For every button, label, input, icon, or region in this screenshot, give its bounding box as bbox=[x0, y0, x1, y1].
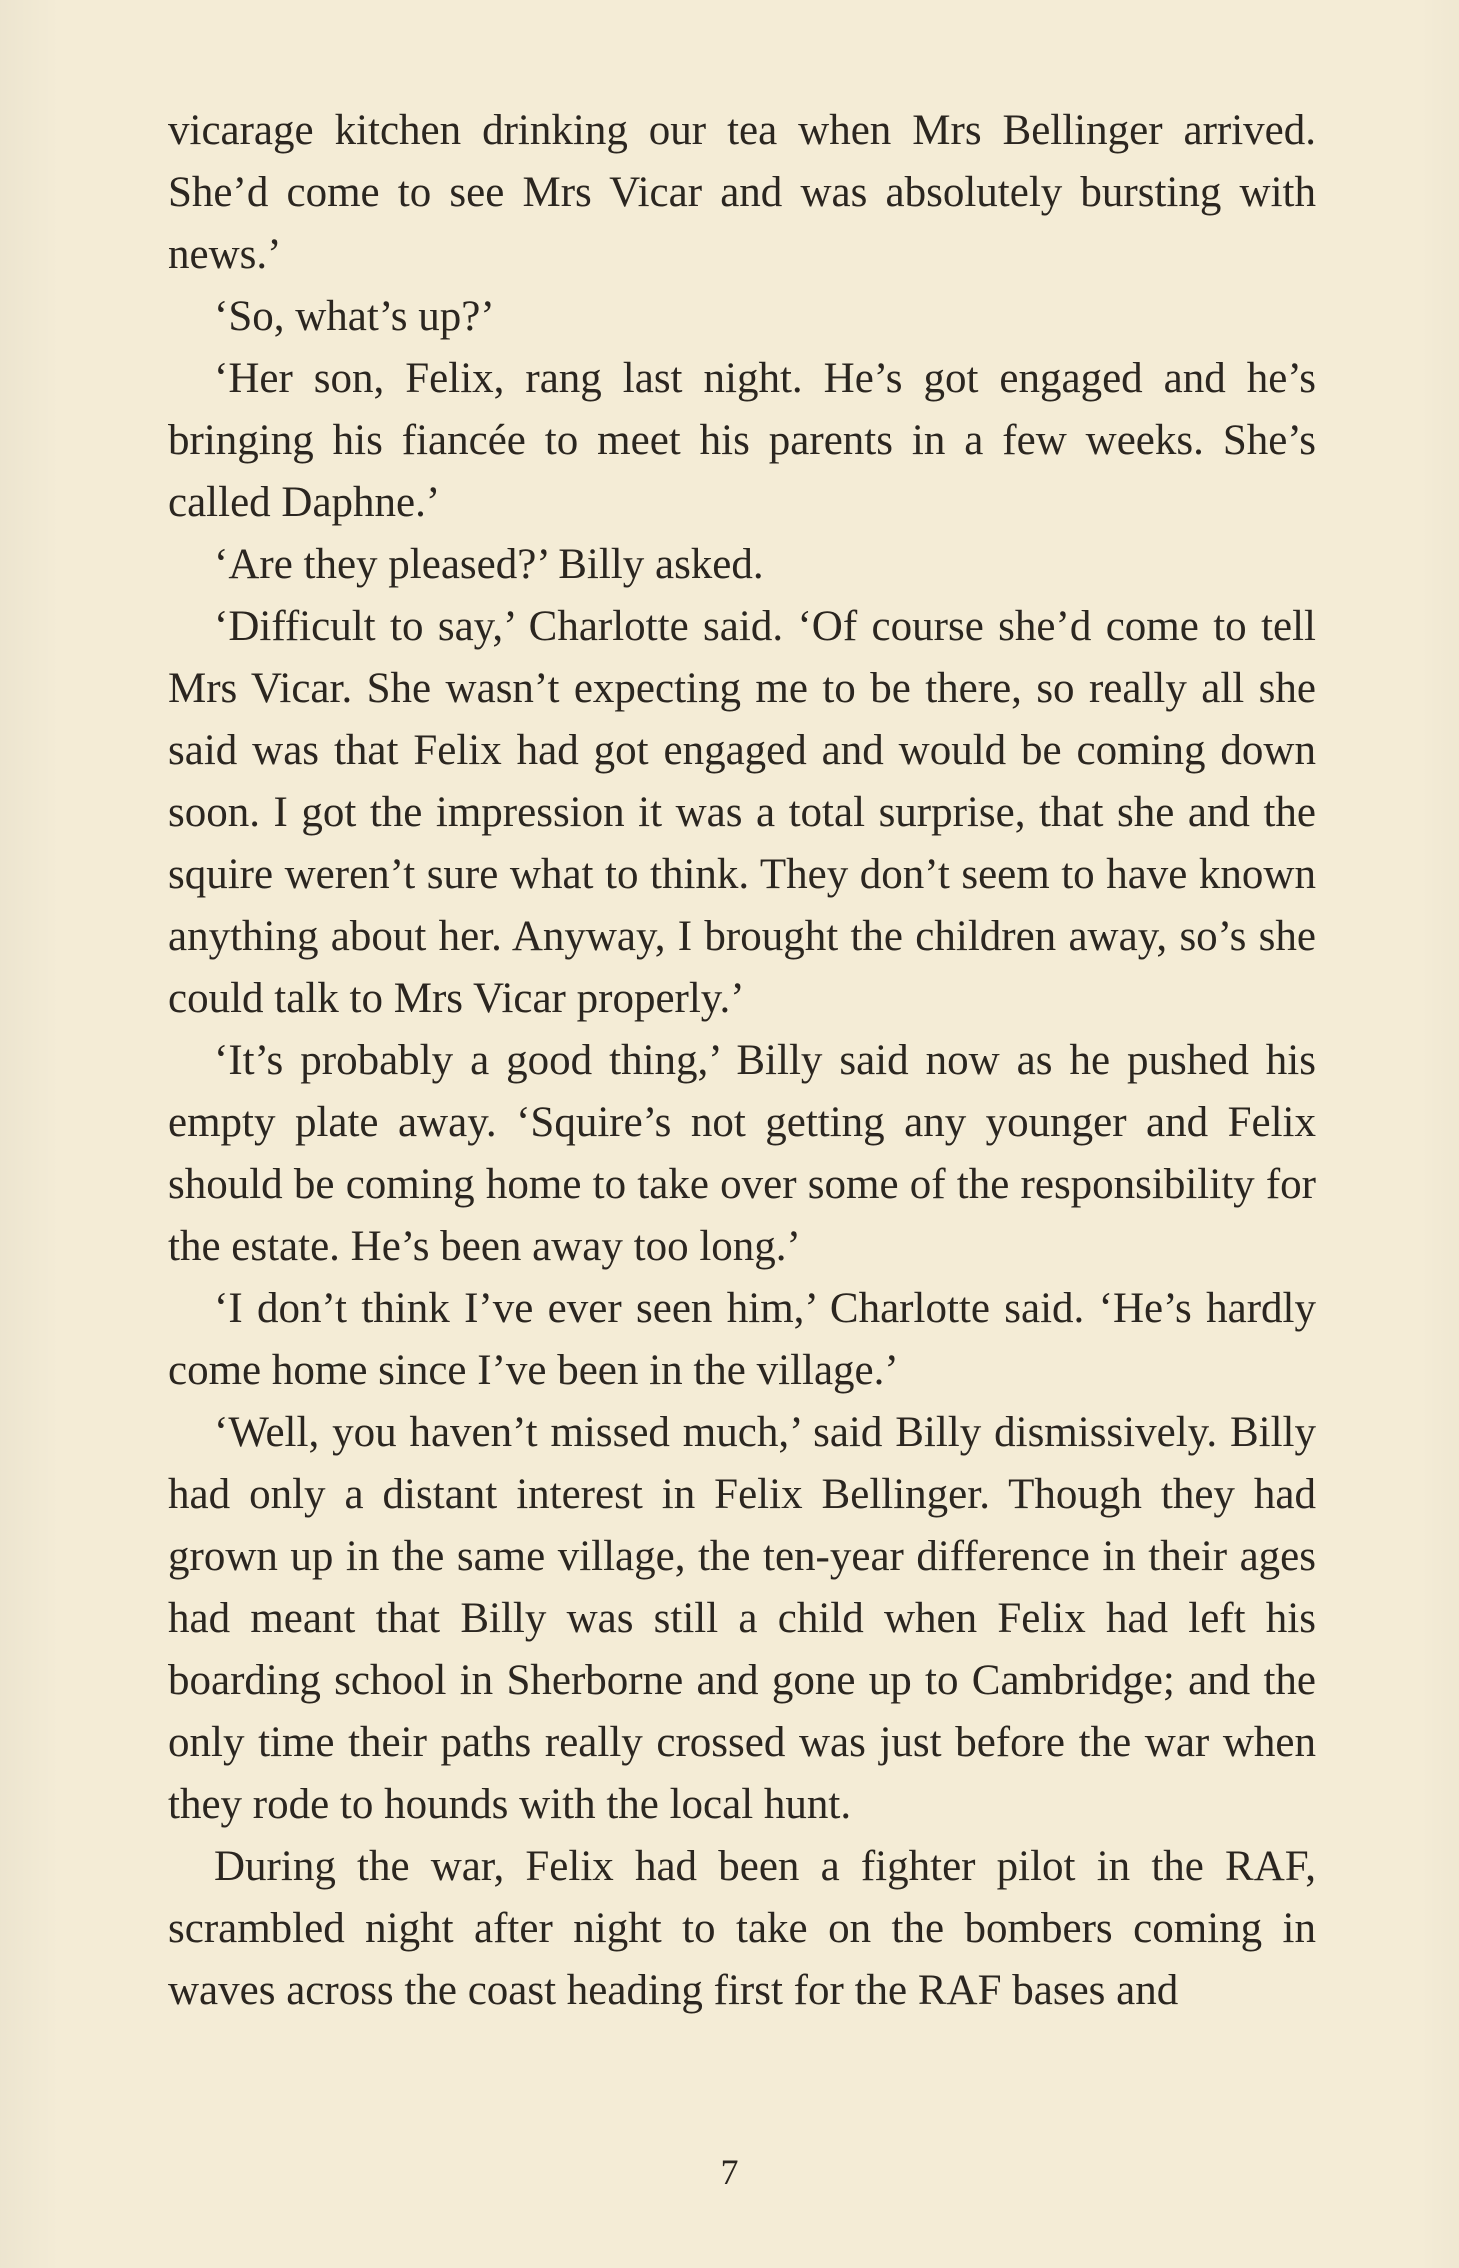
paragraph-7: ‘I don’t think I’ve ever seen him,’ Charlotte said. ‘He’s hardly come home since I’ve been in the village.’ bbox=[168, 1285, 1316, 1394]
page-number: 7 bbox=[720, 2152, 739, 2192]
paragraph-8: ‘Well, you haven’t missed much,’ said Billy dismissively. Billy had only a distant interest in Felix Bellinger. Though they had grown up in the same village, the ten-year difference in their ages had meant that Billy was still a child when Felix had left his boarding school in Sherborne and gone up to Cambridge; and the only time their paths really crossed was just before the war when they rode to hounds with the local hunt. bbox=[168, 1409, 1316, 1828]
paragraph-5: ‘Difficult to say,’ Charlotte said. ‘Of course she’d come to tell Mrs Vicar. She wasn’t expecting me to be there, so really all she said was that Felix had got engaged and would be coming down soon. I got the impression it was a total surprise, that she and the squire weren’t sure what to think. They don’t seem to have known anything about her. Anyway, I brought the children away, so’s she could talk to Mrs Vicar properly.’ bbox=[168, 603, 1316, 1022]
paragraph-1: vicarage kitchen drinking our tea when Mrs Bellinger arrived. She’d come to see Mrs Vicar and was absolutely bursting with news.’ bbox=[168, 107, 1316, 278]
paragraph-9: During the war, Felix had been a fighter pilot in the RAF, scrambled night after night to take on the bombers coming in waves across the coast heading first for the RAF bases and bbox=[168, 1843, 1316, 2014]
paragraph-4: ‘Are they pleased?’ Billy asked. bbox=[214, 541, 764, 588]
paragraph-6: ‘It’s probably a good thing,’ Billy said now as he pushed his empty plate away. ‘Squire’s not getting any younger and Felix should be coming home to take over some of the responsibility for the estate. He’s been away too long.’ bbox=[168, 1037, 1316, 1270]
body-text bbox=[168, 100, 1316, 2022]
paragraph-2: ‘So, what’s up?’ bbox=[214, 293, 495, 340]
paragraph-3: ‘Her son, Felix, rang last night. He’s got engaged and he’s bringing his fiancée to meet his parents in a few weeks. She’s called Daphne.’ bbox=[168, 355, 1316, 526]
